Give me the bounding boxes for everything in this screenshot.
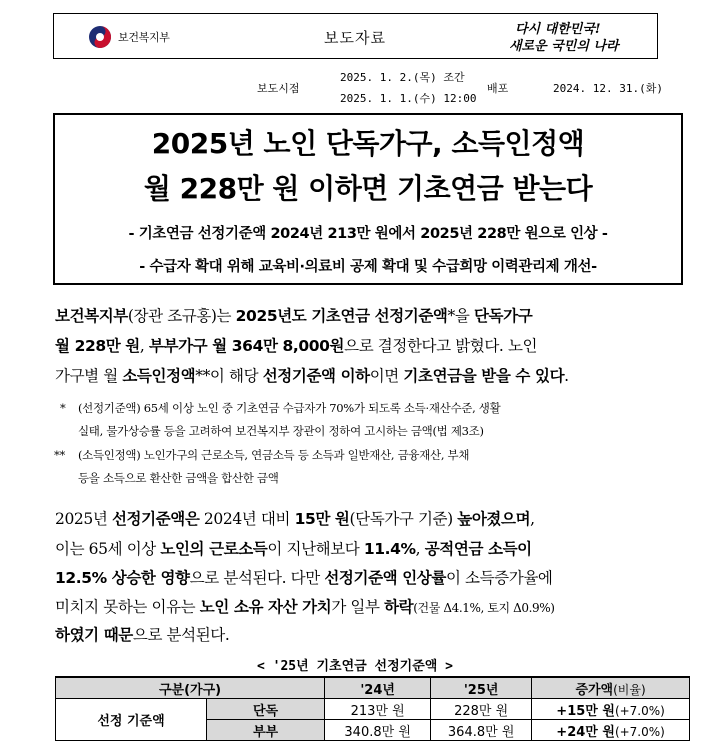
household-type: 단독 xyxy=(207,699,325,720)
footnote-1-line2: 실태, 물가상승률 등을 고려하여 보건복지부 장관이 정하여 고시하는 금액(법 제3조) xyxy=(78,424,484,438)
header-increase: 증가액(비율) xyxy=(532,677,690,699)
headline-line1: 2025년 노인 단독가구, 소득인정액 xyxy=(151,127,585,160)
row-label: 선정 기준액 xyxy=(56,699,207,741)
footnote-2-line2: 등을 소득으로 환산한 금액을 합산한 금액 xyxy=(78,471,279,485)
slogan-line1: 다시 대한민국! xyxy=(515,22,601,37)
household-type: 부부 xyxy=(207,720,325,741)
release-time-1: 2025. 1. 2.(목) 조간 xyxy=(340,71,465,84)
para2-line5: 하였기 때문으로 분석된다. xyxy=(55,626,230,644)
ministry-name: 보건복지부 xyxy=(118,31,170,44)
subheadline-2: - 수급자 확대 위해 교육비·의료비 공제 확대 및 수급희망 이력관리제 개선- xyxy=(139,259,597,275)
release-label: 보도시점 xyxy=(257,82,300,95)
table-caption: < '25년 기초연금 선정기준액 > xyxy=(256,659,454,674)
criteria-table xyxy=(55,676,690,741)
ministry-logo xyxy=(88,24,170,50)
para2-line4: 미치지 못하는 이유는 노인 소유 자산 가치가 일부 하락(건물 Δ4.1%, 토지 Δ0.9%) xyxy=(55,598,555,616)
increase: +15만 원(+7.0%) xyxy=(532,699,690,720)
header-2025: '25년 xyxy=(431,677,532,699)
para1-line2: 월 228만 원, 부부가구 월 364만 8,000원으로 결정한다고 밝혔다. 노인 xyxy=(55,337,538,355)
para2-line2: 이는 65세 이상 노인의 근로소득이 지난해보다 11.4%, 공적연금 소득이 xyxy=(55,540,532,558)
header-category: 구분(가구) xyxy=(56,677,325,699)
distribution-label: 배포 xyxy=(487,82,509,95)
value-2025: 364.8만 원 xyxy=(431,720,532,741)
slogan-line2: 새로운 국민의 나라 xyxy=(509,39,619,54)
para1-line3: 가구별 월 소득인정액**이 해당 선정기준액 이하이면 기초연금을 받을 수 있다. xyxy=(55,367,569,385)
table-header-row xyxy=(56,677,690,699)
headline-line2: 월 228만 원 이하면 기초연금 받는다 xyxy=(143,172,593,205)
footnote-2-mark: ** xyxy=(54,448,65,462)
doc-type: 보도자료 xyxy=(324,29,386,47)
distribution-date: 2024. 12. 31.(화) xyxy=(553,82,663,95)
increase: +24만 원(+7.0%) xyxy=(532,720,690,741)
subheadline-1: - 기초연금 선정기준액 2024년 213만 원에서 2025년 228만 원으로 인상 - xyxy=(128,226,608,242)
para2-line3: 12.5% 상승한 영향으로 분석된다. 다만 선정기준액 인상률이 소득증가율에 xyxy=(55,569,553,587)
taegeuk-icon xyxy=(88,25,112,49)
footnote-1-line1: (선정기준액) 65세 이상 노인 중 기초연금 수급자가 70%가 되도록 소득·재산수준, 생활 xyxy=(78,401,501,415)
footnote-2-line1: (소득인정액) 노인가구의 근로소득, 연금소득 등 소득과 일반재산, 금융재산, 부채 xyxy=(78,448,470,462)
footnote-1-mark: * xyxy=(60,401,66,415)
slogan-logo xyxy=(505,17,655,55)
para1-line1: 보건복지부(장관 조규홍)는 2025년도 기초연금 선정기준액*을 단독가구 xyxy=(55,307,533,325)
para2-line1: 2025년 선정기준액은 2024년 대비 15만 원(단독가구 기준) 높아졌으며, xyxy=(55,510,535,528)
release-time-2: 2025. 1. 1.(수) 12:00 xyxy=(340,92,477,105)
table-row xyxy=(56,699,690,720)
value-2024: 340.8만 원 xyxy=(325,720,431,741)
value-2024: 213만 원 xyxy=(325,699,431,720)
value-2025: 228만 원 xyxy=(431,699,532,720)
header-2024: '24년 xyxy=(325,677,431,699)
